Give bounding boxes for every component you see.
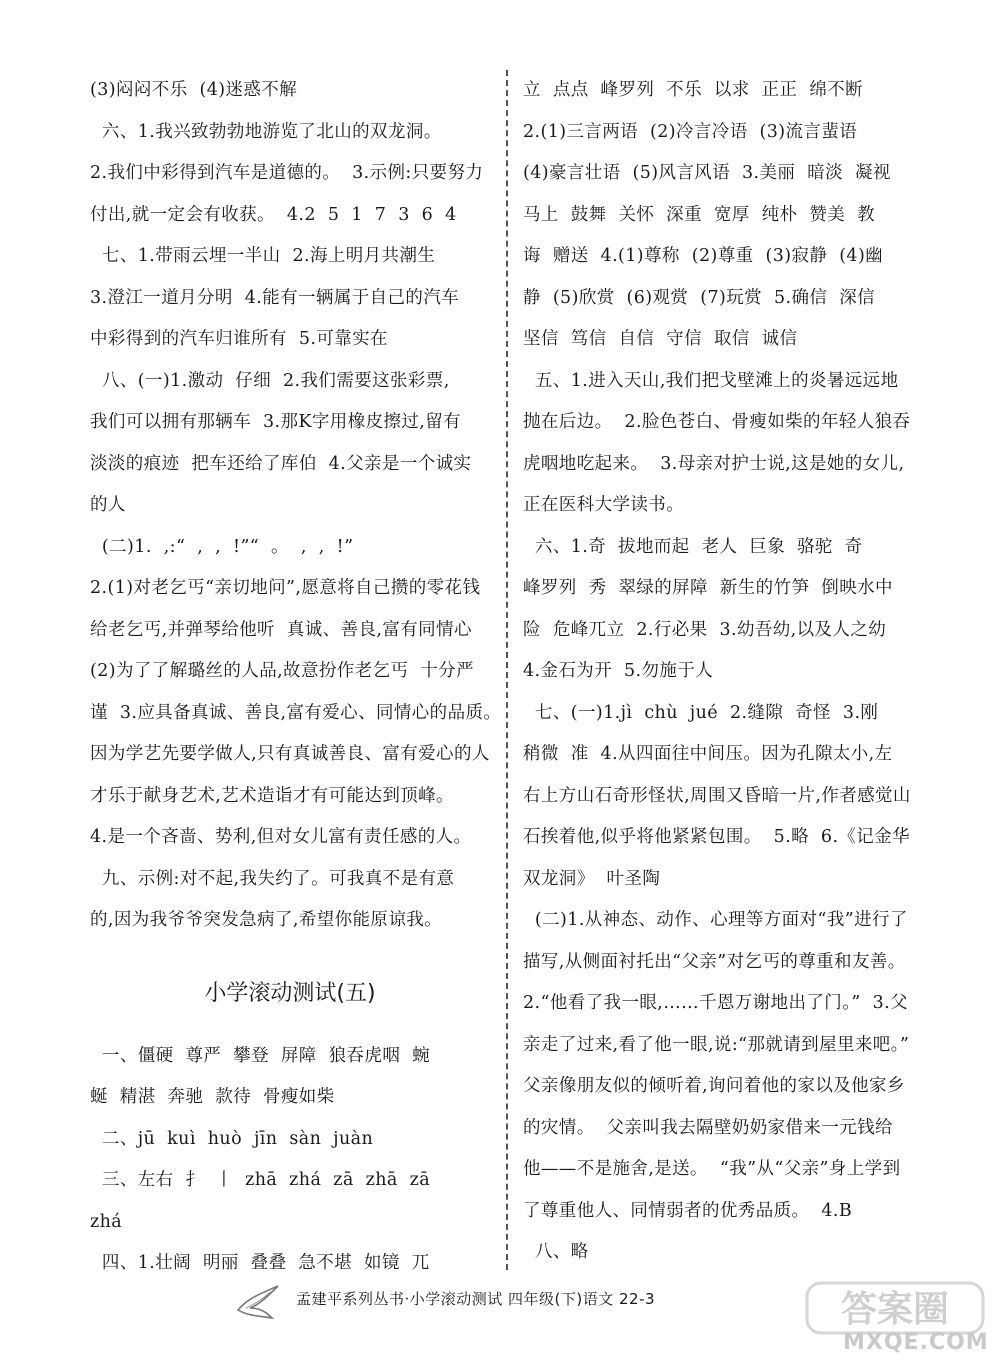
answer-line: 六、1.我兴致勃勃地游览了北山的双龙洞。: [90, 121, 442, 142]
answer-line: 谨 3.应具备真诚、善良,富有爱心、同情心的品质。: [90, 702, 502, 723]
answer-line: 的,因为我爷爷突发急病了,希望你能原谅我。: [90, 910, 443, 930]
answer-line: 中彩得到的汽车归谁所有 5.可靠实在: [90, 329, 388, 349]
answer-line: 诲 赠送 4.(1)尊称 (2)尊重 (3)寂静 (4)幽: [523, 246, 884, 266]
answer-line: 父亲像朋友似的倾听着,询问着他的家以及他家乡: [523, 1076, 905, 1096]
answer-line: 静 (5)欣赏 (6)观赏 (7)玩赏 5.确信 深信: [523, 287, 875, 308]
answer-line: zhá: [90, 1211, 123, 1232]
answer-line: 2.“他看了我一眼,……千恩万谢地出了门。” 3.父: [523, 993, 909, 1013]
right-answers: [523, 78, 923, 1282]
answer-line: 4.金石为开 5.勿施于人: [523, 661, 714, 681]
footer-text: 孟建平系列丛书·小学滚动测试 四年级(下)语文 22-3: [296, 1290, 656, 1308]
answer-line: 一、僵硬 尊严 攀登 屏障 狼吞虎咽 蜿: [90, 1045, 431, 1066]
answer-line: 峰罗列 秀 翠绿的屏障 新生的竹笋 倒映水中: [523, 578, 893, 598]
left-answers-bottom: [90, 1044, 490, 1293]
answer-line: 九、示例:对不起,我失约了。可我真不是有意: [90, 868, 455, 889]
answer-line: 稍微 准 4.从四面往中间压。因为孔隙太小,左: [523, 744, 893, 764]
answer-line: 2.(1)对老乞丐“亲切地问”,愿意将自己攒的零花钱: [90, 578, 481, 598]
answer-line: 正在医科大学读书。: [523, 495, 685, 515]
svg-text:答案圈: 答案圈: [840, 1289, 950, 1330]
answer-line: 给老乞丐,并弹琴给他听 真诚、善良,富有同情心: [90, 619, 472, 640]
bird-logo-icon: [234, 1280, 284, 1322]
answer-line: 4.是一个吝啬、势利,但对女儿富有责任感的人。: [90, 827, 472, 847]
answer-line: (二)1. ,:“ , , !”“ 。 , , !”: [90, 536, 354, 557]
answer-line: 因为学艺先要学做人,只有真诚善良、富有爱心的人: [90, 744, 490, 764]
answer-line: 描写,从侧面衬托出“父亲”对乞丐的尊重和友善。: [523, 951, 906, 972]
answer-line: 的人: [90, 495, 126, 515]
watermark-url: MXQE.COM: [843, 1330, 989, 1355]
section-title: 小学滚动测试(五): [204, 980, 376, 1006]
answer-line: 五、1.进入天山,我们把戈壁滩上的炎暑远远地: [523, 370, 899, 391]
answer-line: 2.我们中彩得到汽车是道德的。 3.示例:只要努力: [90, 163, 484, 183]
answer-line: (2)为了了解璐丝的人品,故意扮作老乞丐 十分严: [90, 661, 474, 681]
answer-line: 八、略: [523, 1242, 589, 1262]
answer-line: 六、1.奇 拔地而起 老人 巨象 骆驼 奇: [523, 536, 863, 557]
answer-line: 险 危峰兀立 2.行必果 3.幼吾幼,以及人之幼: [523, 619, 887, 640]
answer-line: 付出,就一定会有收获。 4.2 5 1 7 3 6 4: [90, 204, 457, 225]
watermark-logo-icon: [805, 1279, 985, 1337]
answer-line: 蜒 精湛 奔驰 款待 骨瘦如柴: [90, 1087, 335, 1107]
answer-line: 四、1.壮阔 明丽 叠叠 急不堪 如镜 兀: [90, 1253, 430, 1273]
left-answers-top: [90, 78, 502, 950]
answer-line: 了尊重他人、同情弱者的优秀品质。 4.B: [523, 1200, 853, 1221]
answer-line: 3.澄江一道月分明 4.能有一辆属于自己的汽车: [90, 287, 460, 308]
answer-line: 立 点点 峰罗列 不乐 以求 正正 绵不断: [523, 80, 864, 100]
column-divider: [506, 70, 508, 1270]
answer-line: 双龙洞》 叶圣陶: [523, 868, 661, 889]
answer-line: 他——不是施舍,是送。 “我”从“父亲”身上学到: [523, 1159, 901, 1179]
answer-line: 我们可以拥有那辆车 3.那K字用橡皮擦过,留有: [90, 412, 462, 432]
answer-line: 七、1.带雨云埋一半山 2.海上明月共潮生: [90, 246, 436, 266]
answer-line: 抛在后边。 2.脸色苍白、骨瘦如柴的年轻人狼吞: [523, 412, 911, 432]
answer-line: 右上方山石奇形怪状,周围又昏暗一片,作者感觉山: [523, 785, 911, 806]
right-column: [523, 78, 923, 1282]
answer-line: 马上 鼓舞 关怀 深重 宽厚 纯朴 赞美 教: [523, 204, 875, 225]
left-column: [90, 78, 502, 1293]
answer-line: 石挨着他,似乎将他紧紧包围。 5.略 6.《记金华: [523, 827, 911, 847]
answer-line: 三、左右 扌 丨 zhā zhá zā zhā zā: [90, 1170, 431, 1190]
answer-line: (4)豪言壮语 (5)风言风语 3.美丽 暗淡 凝视: [523, 163, 891, 183]
answer-line: 淡淡的痕迹 把车还给了库伯 4.父亲是一个诚实: [90, 453, 472, 474]
answer-line: (3)闷闷不乐 (4)迷惑不解: [90, 80, 298, 100]
answer-line: 七、(一)1.jì chù jué 2.缝隙 奇怪 3.刚: [523, 702, 879, 723]
answer-line: (二)1.从神态、动作、心理等方面对“我”进行了: [523, 910, 908, 930]
answer-line: 的灾情。 父亲叫我去隔壁奶奶家借来一元钱给: [523, 1117, 893, 1138]
answer-line: 八、(一)1.激动 仔细 2.我们需要这张彩票,: [90, 370, 450, 391]
page-footer: [0, 1275, 1000, 1370]
answer-line: 才乐于献身艺术,艺术造诣才有可能达到顶峰。: [90, 785, 454, 806]
answer-line: 2.(1)三言两语 (2)冷言冷语 (3)流言蜚语: [523, 121, 858, 142]
answer-line: 二、jū kuì huò jīn sàn juàn: [90, 1128, 374, 1149]
answer-line: 虎咽地吃起来。 3.母亲对护士说,这是她的女儿,: [523, 453, 905, 474]
answer-line: 坚信 笃信 自信 守信 取信 诚信: [523, 329, 798, 349]
answer-line: 亲走了过来,看了他一眼,说:“那就请到屋里来吧。”: [523, 1034, 910, 1055]
